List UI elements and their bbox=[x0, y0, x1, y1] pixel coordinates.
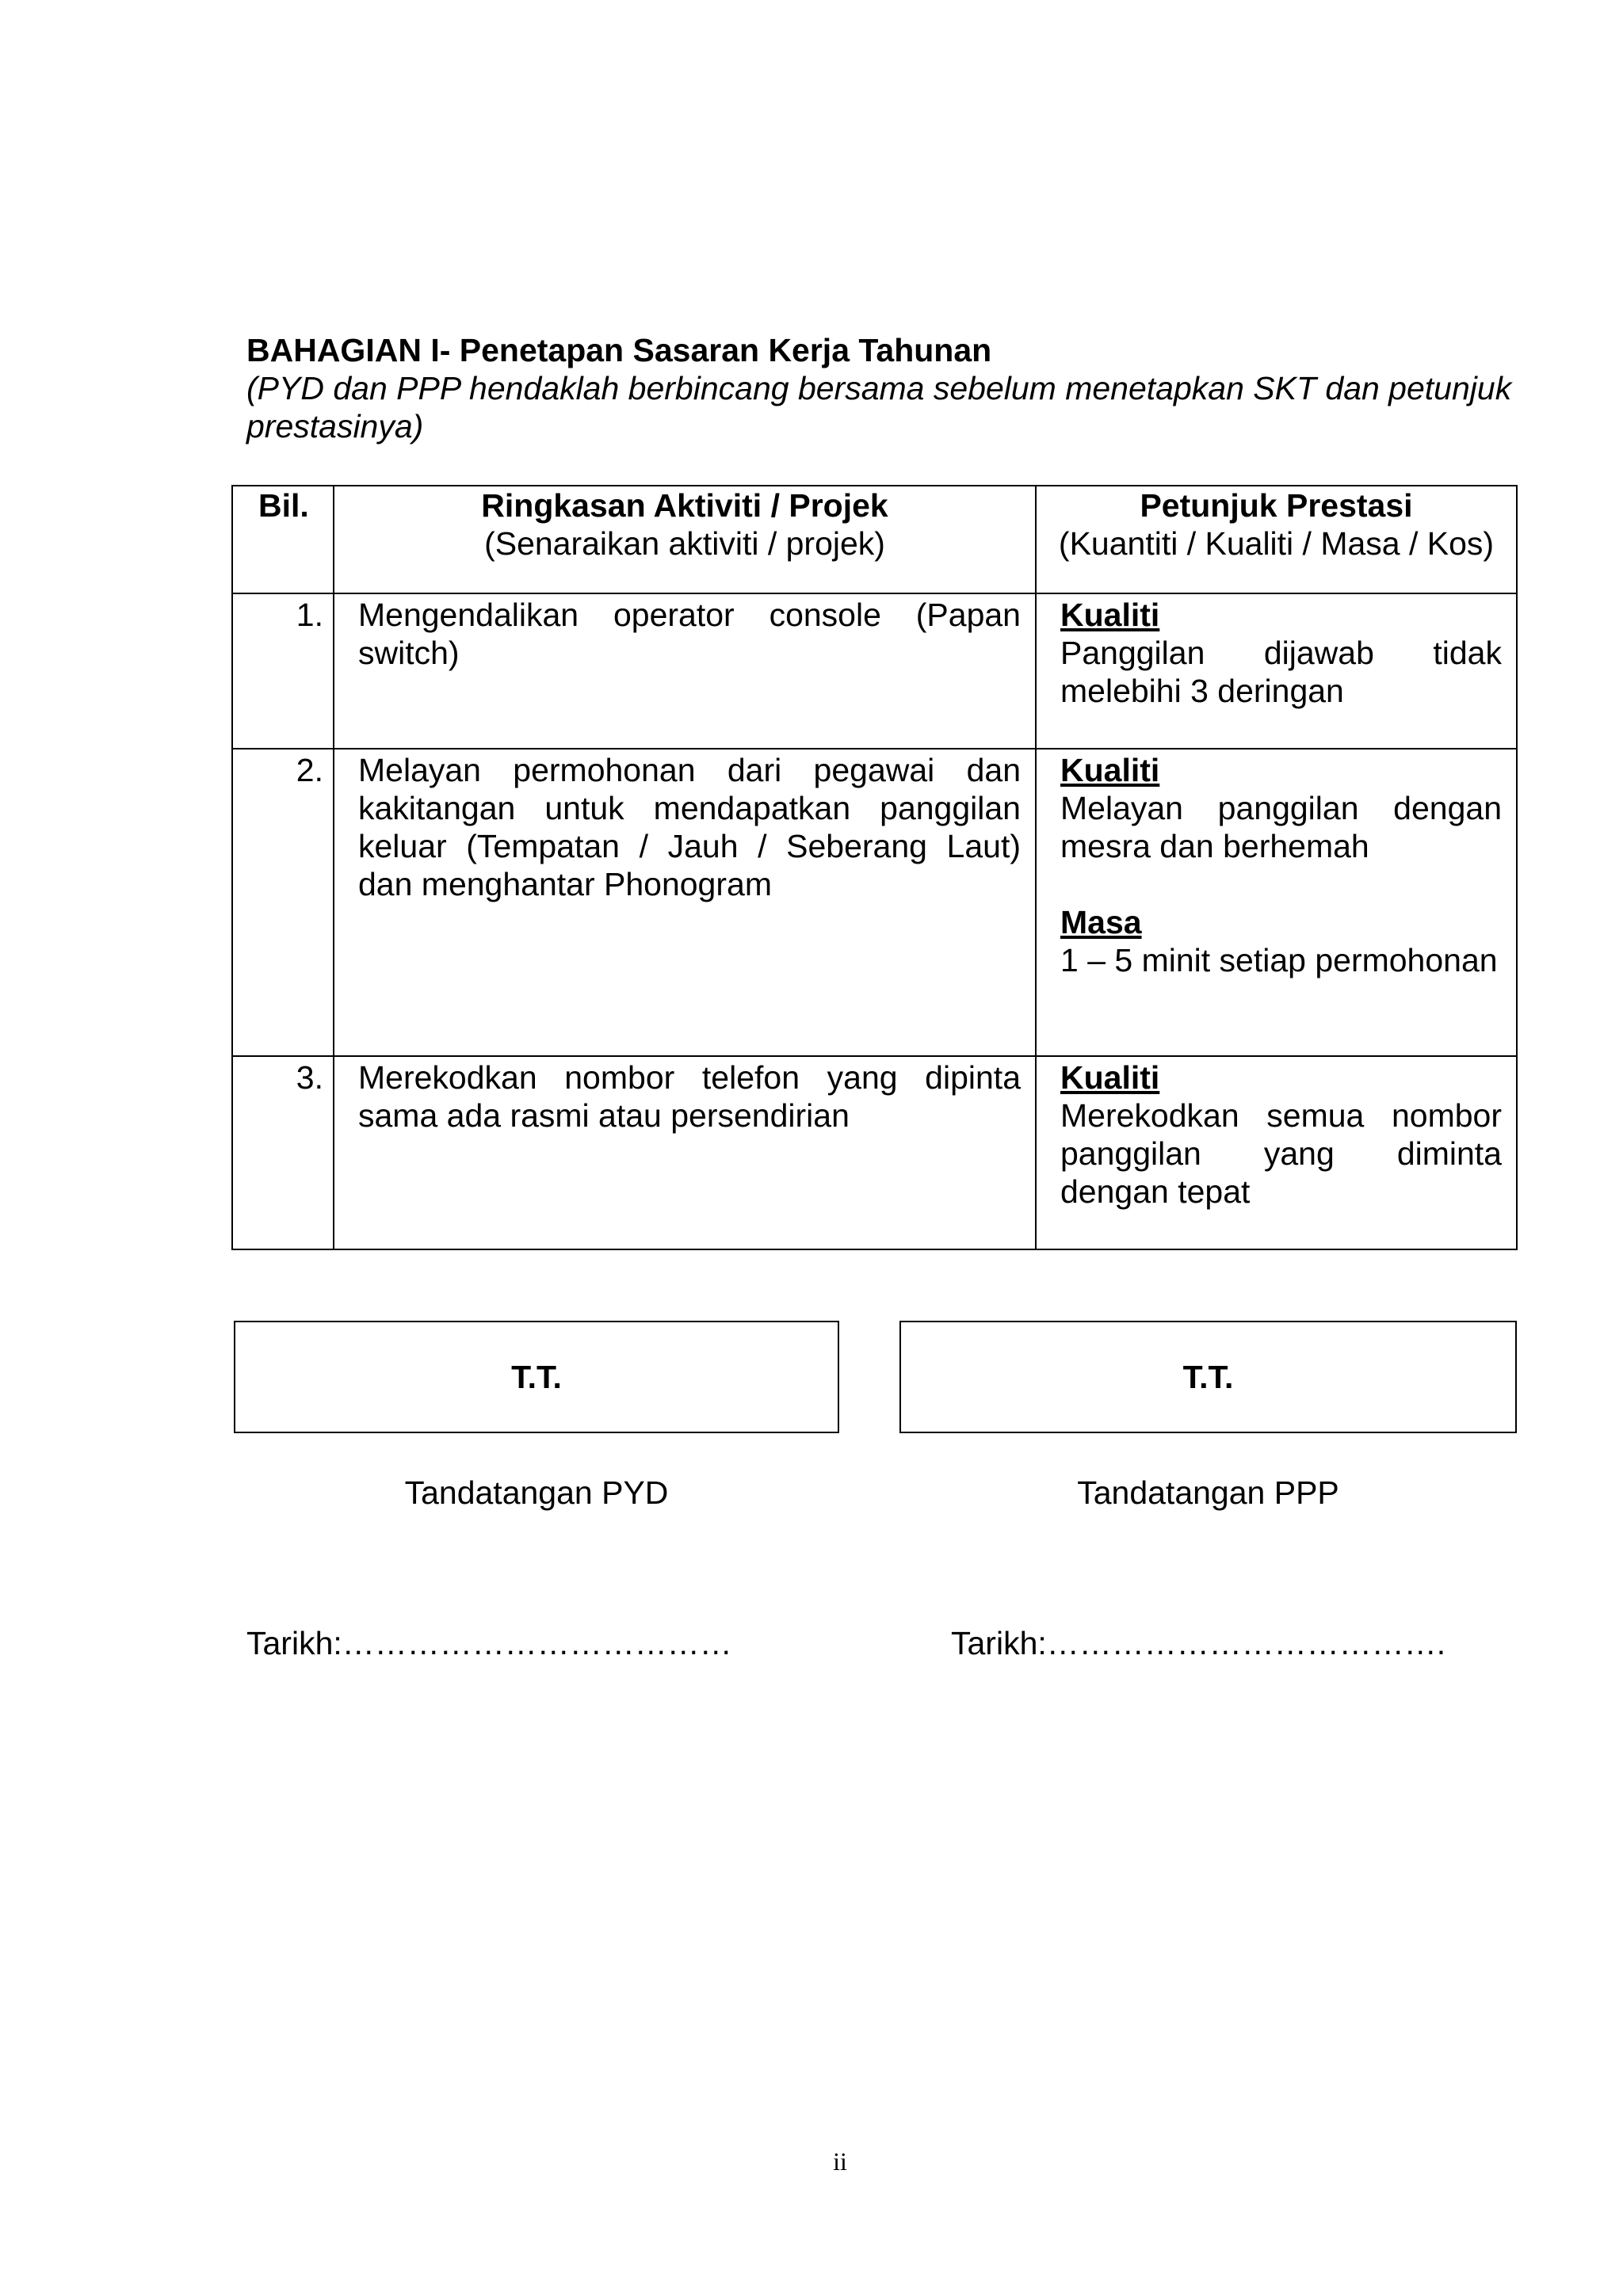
signature-caption-ppp: Tandatangan PPP bbox=[1077, 1474, 1339, 1511]
indicator-label: Masa bbox=[1060, 904, 1142, 940]
indicator-text: Merekodkan semua nombor panggilan yang diminta dengan tepat bbox=[1060, 1097, 1502, 1210]
page-number: ii bbox=[833, 2147, 847, 2176]
table-row bbox=[232, 593, 1517, 749]
row-number: 2. bbox=[232, 749, 334, 1056]
section-title: BAHAGIAN I- Penetapan Sasaran Kerja Tahunan bbox=[246, 332, 992, 368]
indicator-text: Melayan panggilan dengan mesra dan berhemah bbox=[1060, 790, 1502, 864]
header-activity-title: Ringkasan Aktiviti / Projek bbox=[481, 487, 888, 524]
header-indicator-subtitle: (Kuantiti / Kualiti / Masa / Kos) bbox=[1058, 525, 1495, 562]
table-header-row bbox=[232, 486, 1517, 593]
indicator-spacer bbox=[1060, 865, 1502, 903]
date-field-pyd: Tarikh:……………………………… bbox=[246, 1625, 732, 1661]
indicator-text: Panggilan dijawab tidak melebihi 3 deringan bbox=[1060, 635, 1502, 709]
row-number: 1. bbox=[232, 593, 334, 749]
indicator-label: Kualiti bbox=[1060, 1059, 1160, 1096]
header-indicator-title: Petunjuk Prestasi bbox=[1140, 487, 1413, 524]
date-field-ppp: Tarikh:………………………………. bbox=[951, 1625, 1446, 1661]
header-indicator bbox=[1036, 486, 1517, 593]
table-row bbox=[232, 1056, 1517, 1249]
row-activity: Mengendalikan operator console (Papan switch) bbox=[334, 593, 1036, 749]
row-activity: Melayan permohonan dari pegawai dan kakitangan untuk mendapatkan panggilan keluar (Tempatan / Jauh / Seberang Laut) dan menghantar Phonogram bbox=[334, 749, 1036, 1056]
section-heading bbox=[246, 331, 1514, 445]
signature-box-ppp: T.T. bbox=[899, 1321, 1517, 1433]
skt-table bbox=[231, 485, 1518, 1250]
row-number: 3. bbox=[232, 1056, 334, 1249]
header-bil: Bil. bbox=[232, 486, 334, 593]
section-note: (PYD dan PPP hendaklah berbincang bersama sebelum menetapkan SKT dan petunjuk prestasinya) bbox=[246, 370, 1512, 444]
signature-caption-pyd: Tandatangan PYD bbox=[404, 1474, 669, 1511]
header-activity bbox=[334, 486, 1036, 593]
table-row bbox=[232, 749, 1517, 1056]
row-indicator bbox=[1036, 1056, 1517, 1249]
row-indicator bbox=[1036, 593, 1517, 749]
header-activity-subtitle: (Senaraikan aktiviti / projek) bbox=[484, 525, 885, 562]
indicator-label: Kualiti bbox=[1060, 752, 1160, 788]
row-indicator bbox=[1036, 749, 1517, 1056]
row-activity: Merekodkan nombor telefon yang dipinta sama ada rasmi atau persendirian bbox=[334, 1056, 1036, 1249]
indicator-text: 1 – 5 minit setiap permohonan bbox=[1060, 942, 1498, 978]
indicator-label: Kualiti bbox=[1060, 597, 1160, 633]
signature-box-pyd: T.T. bbox=[234, 1321, 839, 1433]
